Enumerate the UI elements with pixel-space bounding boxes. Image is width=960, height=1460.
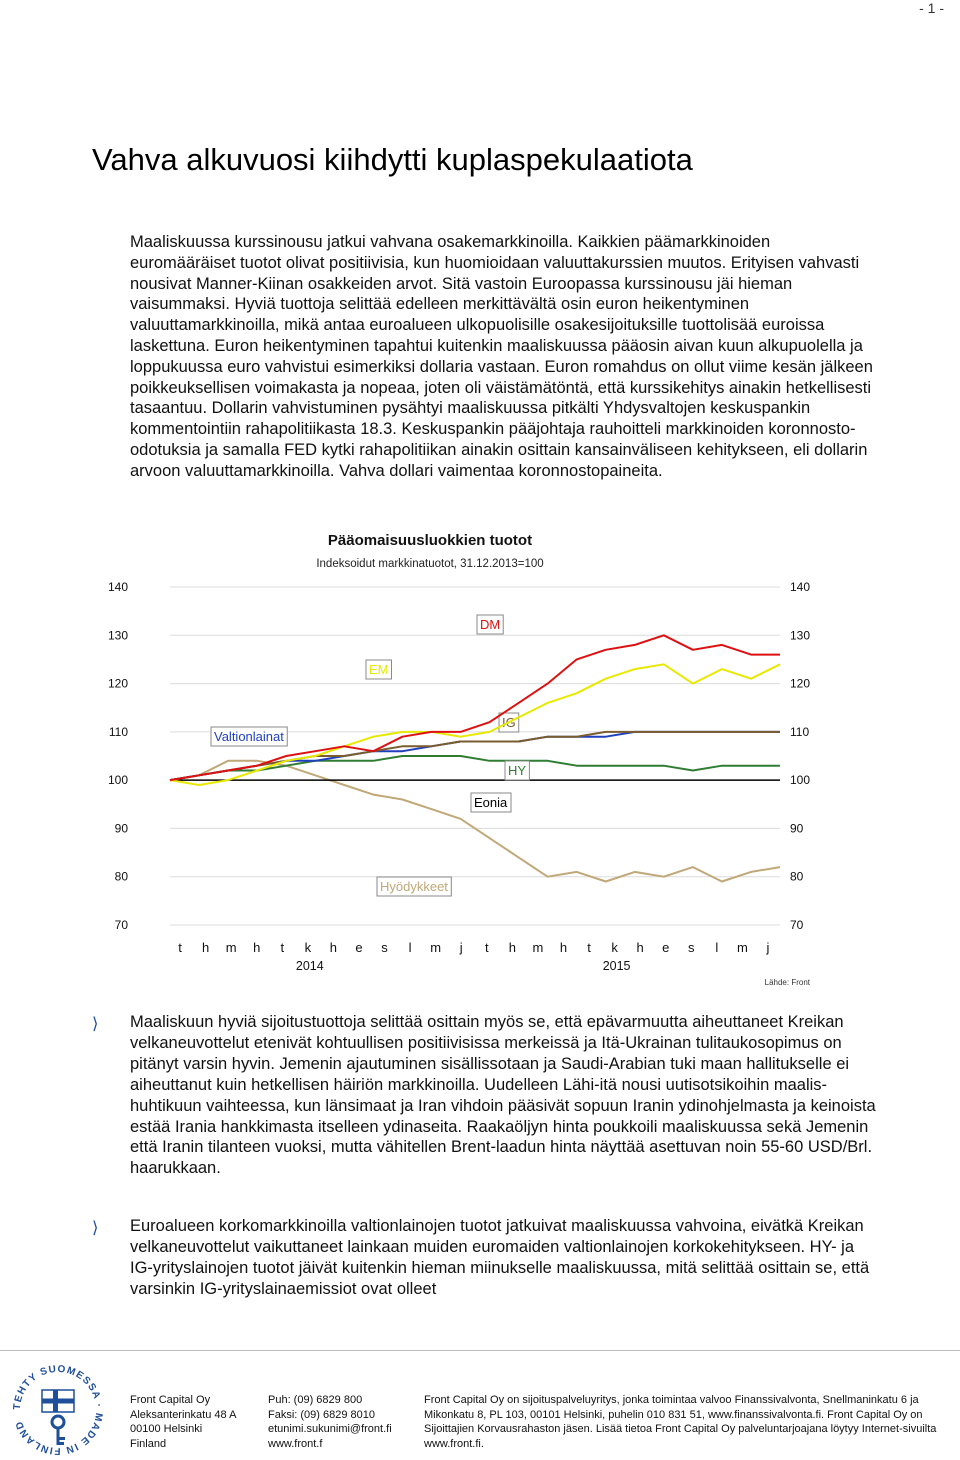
x-tick-label: m [737,940,748,955]
x-tick-label: l [715,940,719,955]
bullet-paragraph: Maaliskuun hyviä sijoitustuottoja selittää osittain myös se, että epävarmuutta aiheuttaneet Kreikan velkaneuvottelut etenivät kohtuullisen positiivisissa merkeissä ja Itä-Ukrainan tulitaukosopimus on pitänyt varsin hyvin. Jemenin ajautuminen sisällissotaan ja Saudi-Arabian tuki maan hallitukselle ei aiheuttanut kuin hetkellisen häiriön markkinoilla. Uudelleen Lähi-itä nousi uutisotsikoihin maalis-huhtikuun vaihteessa, kun länsimaat ja Iran vihdoin pääsivät sopuun Iranin ydinohjelmasta ja keinoista estää Irania hankkimasta itselleen ydinaseita. Raakaöljyn hinta poukkoili maaliskuussa sekä Jemenin että Iranin tilanteen vuoksi, mutta vähitellen Brent-laadun hinta näyttää asettuvan noin 55-60 USD/Brl. haarukkaan. [130,1013,876,1178]
bullet-marker-icon: ⟩ [92,1219,99,1237]
x-tick-label: h [559,940,568,955]
logo-key-bit [59,1437,65,1440]
series-line-hyödykkeet [170,761,780,882]
series-label-dm: DM [480,617,501,632]
footer-info-line: Front Capital Oy on sijoituspalveluyritys, jonka toimintaa valvoo Finanssivalvonta, Snellmaninkatu 6 ja [424,1394,919,1406]
x-tick-label: h [253,940,261,955]
chart-subtitle: Indeksoidut markkinatuotot, 31.12.2013=100 [316,558,544,570]
x-tick-label: t [587,940,591,955]
x-tick-label: k [611,940,618,955]
footer-company-line: Aleksanterinkatu 48 A [130,1408,237,1421]
footer-email: etunimi.sukunimi@front.fi [268,1423,392,1435]
footer-website: www.front.f [268,1437,323,1450]
bullet-marker-icon: ⟩ [92,1015,99,1033]
x-tick-label: t [280,940,285,955]
footer-company [130,1393,236,1451]
y-tick-label-right: 130 [790,628,811,643]
y-tick-label-left: 120 [107,676,128,691]
footer-fax: Faksi: (09) 6829 8010 [268,1408,376,1421]
x-tick-label: j [766,940,770,955]
logo-ring-text-path: TEHTY SUOMESSA · MADE IN FINLAND [11,1363,105,1457]
x-tick-label: e [355,940,363,955]
footer-info-line: Mikonkatu 8, PL 103, 00101 Helsinki, puhelin 010 831 51, www.finanssivalvonta.fi. Front Capital Oy on [424,1408,923,1421]
x-tick-label: m [225,940,237,955]
chart-title: Pääomaisuusluokkien tuotot [327,532,533,549]
headline: Vahva alkuvuosi kiihdytti kuplaspekulaatiota [92,142,693,177]
logo-flag-cross-horizontal [42,1399,74,1404]
x-tick-label: s [688,940,695,955]
x-tick-label: h [201,940,210,955]
x-tick-label: j [459,940,463,955]
footer-contact [268,1393,392,1451]
x-tick-label: h [508,940,516,955]
footer-info-line: www.front.fi. [424,1437,484,1450]
chart-svg [100,525,840,995]
y-tick-label-left: 100 [107,773,128,788]
x-tick-label: e [662,940,670,955]
x-tick-label: m [430,940,442,955]
y-tick-label-left: 80 [114,869,128,884]
footer-company-line: Finland [130,1437,167,1450]
series-label-valtionlainat: Valtionlainat [214,729,284,744]
x-tick-label: k [304,940,312,955]
y-tick-label-left: 110 [108,724,128,739]
x-year-label: 2015 [602,959,631,973]
y-tick-label-right: 110 [790,724,810,739]
x-tick-label: h [636,940,644,955]
x-tick-label: m [532,940,544,955]
series-label-eonia: Eonia [474,795,508,810]
series-label-hyödykkeet: Hyödykkeet [380,879,448,894]
footer-company-line: Front Capital Oy [130,1394,211,1406]
series-line-em [170,664,780,785]
page-number: - 1 - [919,0,944,16]
x-tick-label: t [178,940,182,955]
series-label-em: EM [369,662,389,677]
made-in-finland-key-logo [8,1360,108,1460]
x-tick-label: s [381,940,388,955]
y-tick-label-right: 140 [790,580,811,594]
y-tick-label-right: 80 [790,869,804,884]
y-tick-label-right: 90 [790,821,804,836]
footer-company-line: 00100 Helsinki [130,1423,203,1435]
series-label-ig: IG [502,715,516,730]
footer-info [424,1393,936,1451]
y-tick-label-right: 120 [790,676,811,691]
y-tick-label-left: 70 [114,918,128,932]
series-label-hy: HY [508,763,527,778]
y-tick-label-left: 140 [107,580,128,594]
bullet-paragraph: Euroalueen korkomarkkinoilla valtionlainojen tuotot jatkuivat maaliskuussa vahvoina, eivätkä Kreikan velkaneuvottelut vaikuttaneet lainkaan muiden euromaiden valtionlainojen korkokehitykseen. HY- ja IG-yrityslainojen tuotot jäivät kuitenkin hieman miinukselle maaliskuussa, mitä selittää osittain se, että varsinkin IG-yrityslainaemissiot ovat olleet [130,1217,870,1298]
y-tick-label-left: 90 [114,821,128,836]
y-tick-label-left: 130 [107,628,128,643]
x-tick-label: l [408,940,412,955]
x-tick-label: t [484,940,489,955]
intro-paragraph: Maaliskuussa kurssinousu jatkui vahvana osakemarkkinoilla. Kaikkien päämarkkinoiden euromääräiset tuotot olivat positiivisia, kun huomioidaan valuuttakurssien muutos. Erityisen vahvasti nousivat Manner-Kiinan osakkeiden arvot. Sitä vastoin Euroopassa kurssinousu jäi hieman vaisummaksi. Hyviä tuottoja selittää edelleen merkittävältä osin euron heikentyminen valuuttamarkkinoilla, mikä antaa euroalueen ulkopuolisille osakesijoituksille tuottolisää euroissa laskettuna. Euron heikentyminen tapahtui kuitenkin maaliskuussa pääosin aivan kuun alkupuolella ja loppukuussa euro vahvistui esimerkiksi dollaria vastaan. Euron romahdus on ollut viime kesän jälkeen poikkeuksellisen voimakasta ja nopeaa, joten oli väistämätöntä, että kurssikehitys ainakin hetkellisesti tasaantuu. Dollarin vahvistuminen pysähtyi maaliskuussa pitkälti Yhdysvaltojen keskuspankin kommentointiin rahapolitiikasta 18.3. Keskuspankin pääjohtaja rauhoitteli markkinoiden koronnosto-odotuksia ja samalla FED kytki rahapolitiikan ainakin osittain kansainväliseen kehitykseen, eli dollarin arvoon valuuttamarkkinoilla. Vahva dollari vaimentaa koronnostopaineita. [130,233,873,480]
footer-info-line: Sijoittajien Korvausrahaston jäsen. Lisää tietoa Front Capital Oy palveluntarjoajana löytyy Internet-sivuilta [424,1423,937,1435]
logo-key-bow [52,1416,64,1428]
footer-phone: Puh: (09) 6829 800 [268,1394,363,1406]
returns-chart [100,525,840,995]
x-tick-label: h [329,940,338,955]
x-year-label: 2014 [295,959,324,973]
footer-divider [0,1350,960,1351]
y-tick-label-right: 70 [790,918,804,932]
y-tick-label-right: 100 [790,773,811,788]
chart-source: Lähde: Front [764,978,810,987]
logo-key-bit [59,1442,64,1445]
